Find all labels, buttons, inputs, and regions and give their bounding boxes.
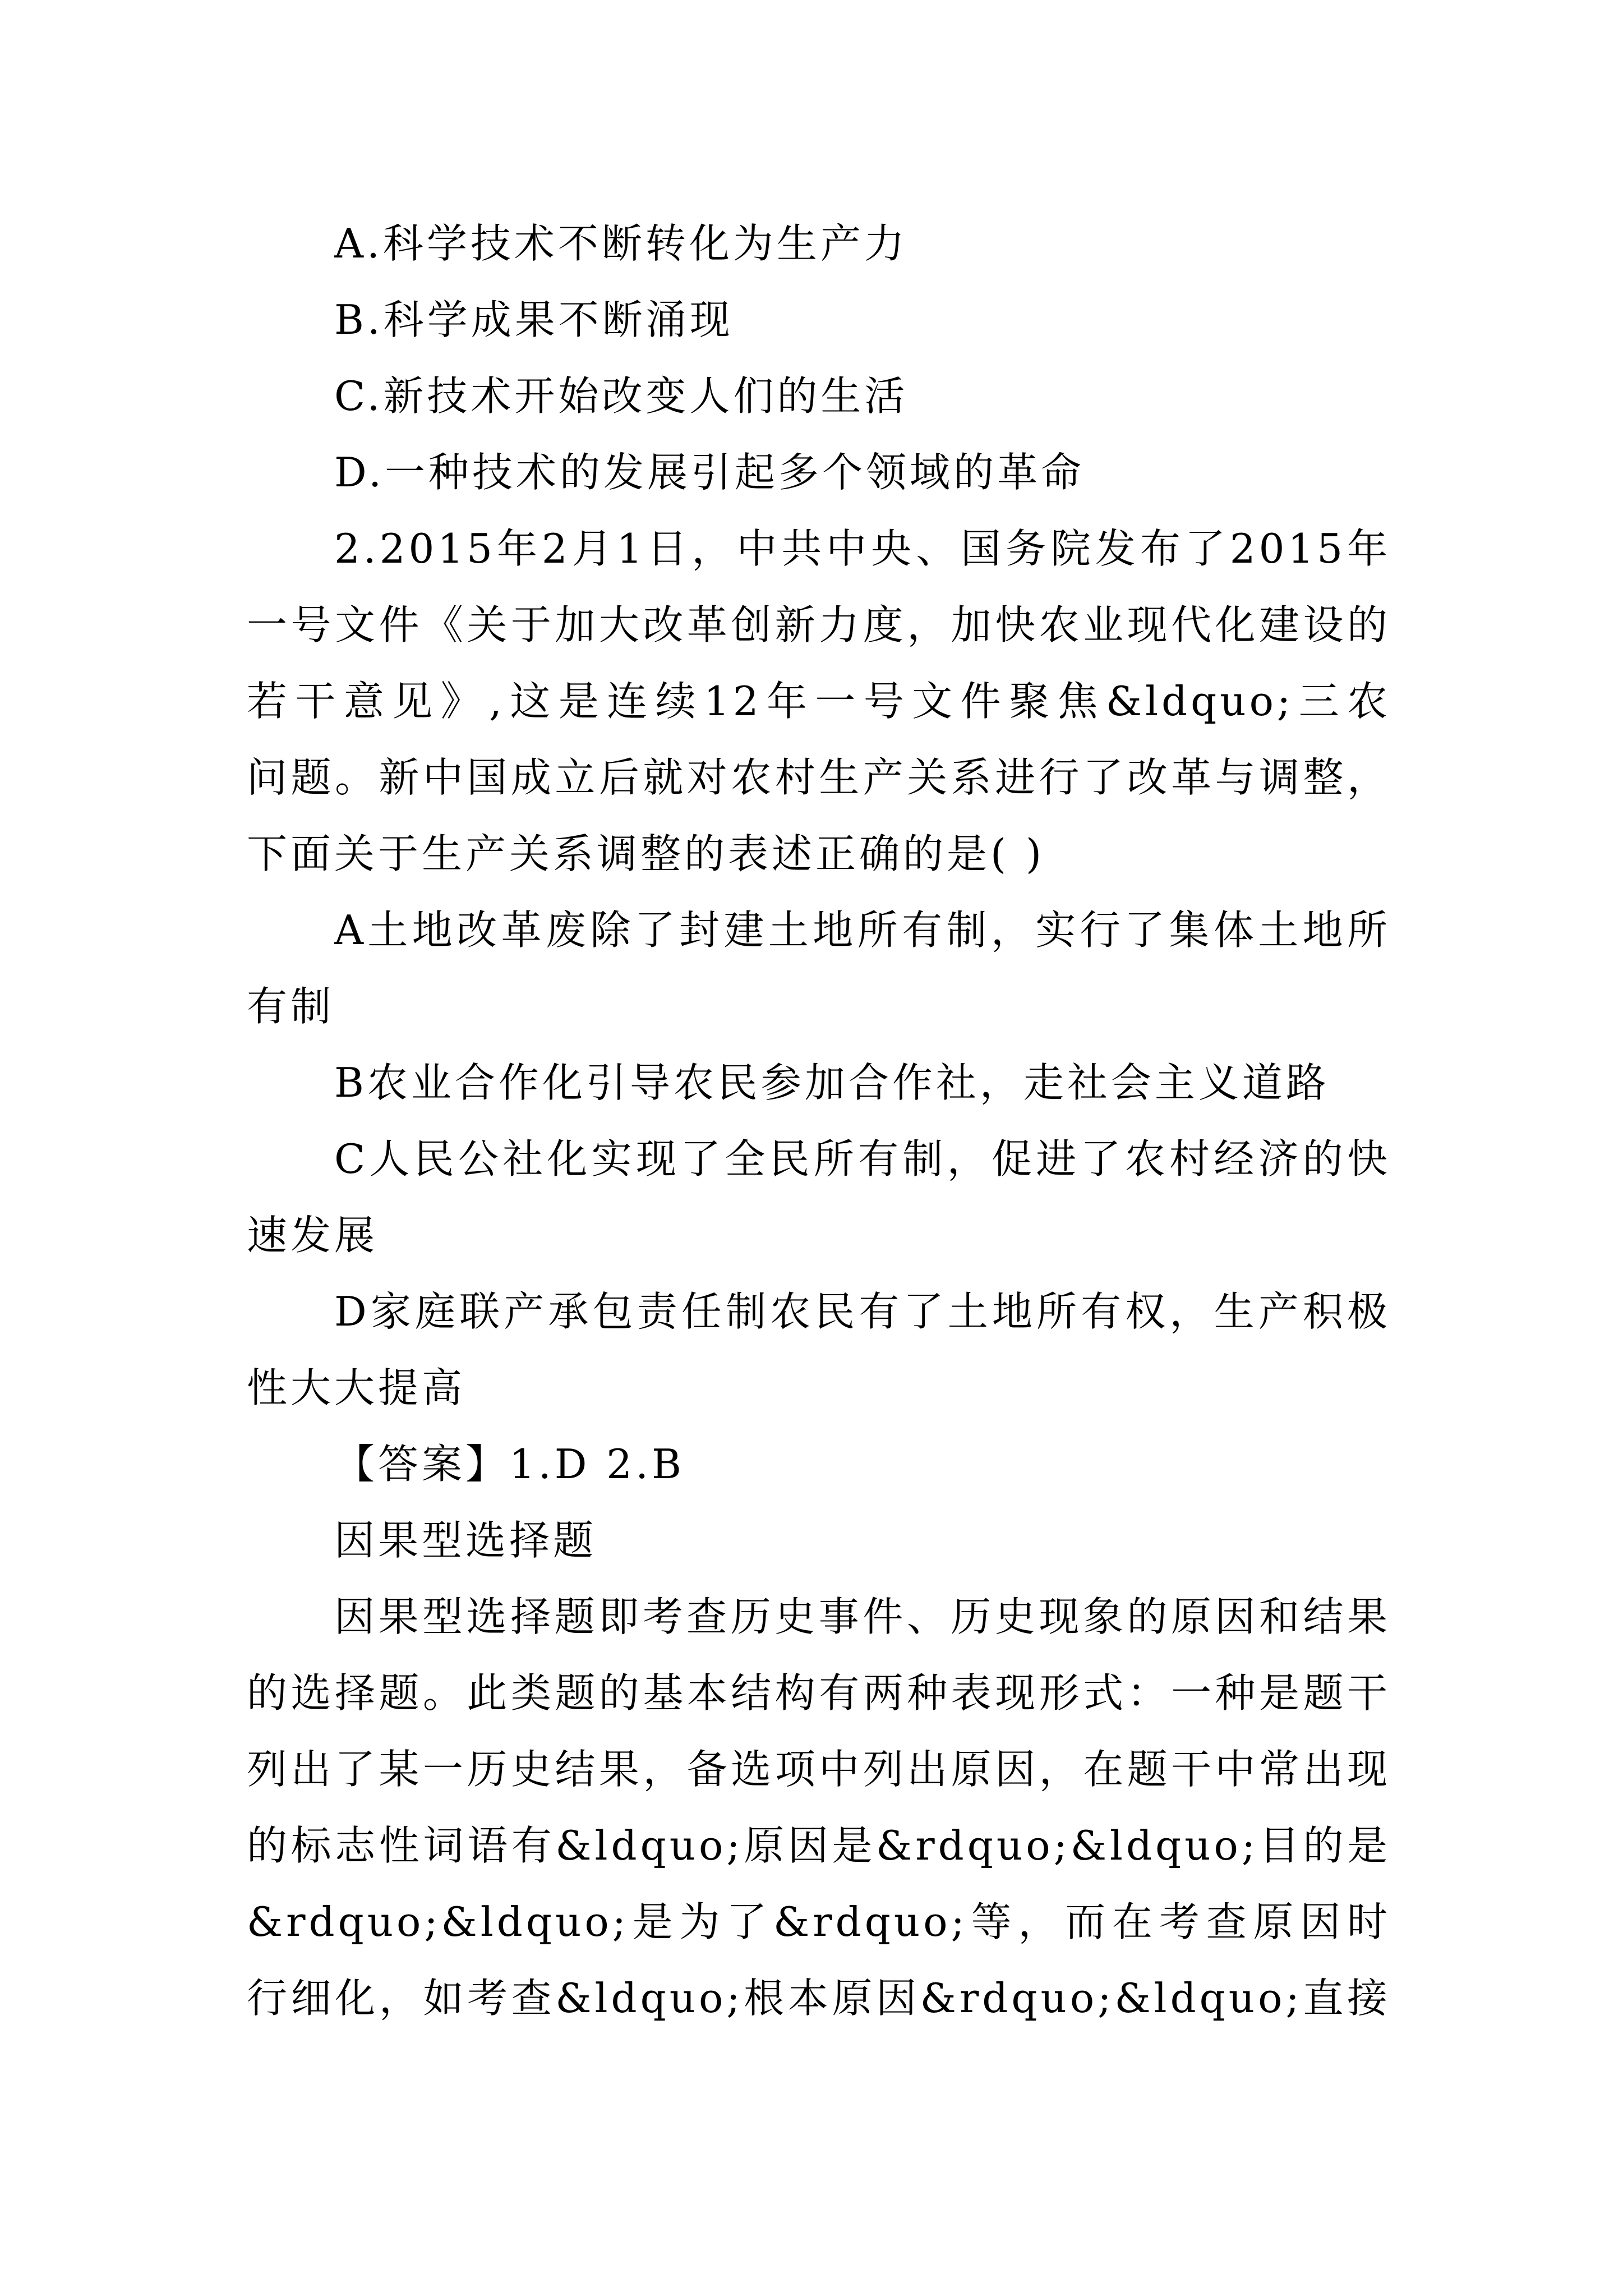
paragraph-line-2: 的选择题。此类题的基本结构有两种表现形式：一种是题干 xyxy=(247,1669,1391,1717)
section-heading: 因果型选择题 xyxy=(334,1517,597,1564)
paragraph-line-5: &rdquo;&ldquo;是为了&rdquo;等，而在考查原因时 xyxy=(247,1898,1391,1945)
option-d-line: D.一种技术的发展引起多个领域的革命 xyxy=(334,449,1085,496)
option-a-line: A.科学技术不断转化为生产力 xyxy=(334,220,908,267)
question-2-line-1: 2.2015年2月1日，中共中央、国务院发布了2015年 xyxy=(334,525,1391,572)
option-b-line: B.科学成果不断涌现 xyxy=(334,296,734,343)
paragraph-line-4: 的标志性词语有&ldquo;原因是&rdquo;&ldquo;目的是 xyxy=(247,1822,1391,1869)
q2-option-a-line-2: 有制 xyxy=(247,983,335,1030)
question-2-line-3: 若干意见》,这是连续12年一号文件聚焦&ldquo;三农 xyxy=(247,678,1391,725)
question-2-line-4: 问题。新中国成立后就对农村生产关系进行了改革与调整， xyxy=(247,754,1391,801)
q2-option-d-line-1: D家庭联产承包责任制农民有了土地所有权，生产积极 xyxy=(334,1288,1391,1335)
q2-option-a-line-1: A土地改革废除了封建土地所有制，实行了集体土地所 xyxy=(334,907,1391,954)
paragraph-line-1: 因果型选择题即考查历史事件、历史现象的原因和结果 xyxy=(334,1593,1391,1640)
q2-option-c-line-1: C人民公社化实现了全民所有制，促进了农村经济的快 xyxy=(334,1135,1391,1182)
q2-option-d-line-2: 性大大提高 xyxy=(247,1364,466,1411)
paragraph-line-3: 列出了某一历史结果，备选项中列出原因，在题干中常出现 xyxy=(247,1746,1391,1793)
q2-option-c-line-2: 速发展 xyxy=(247,1212,379,1259)
question-2-line-2: 一号文件《关于加大改革创新力度，加快农业现代化建设的 xyxy=(247,601,1391,648)
q2-option-b-line: B农业合作化引导农民参加合作社，走社会主义道路 xyxy=(334,1059,1330,1106)
question-2-line-5: 下面关于生产关系调整的表述正确的是( ) xyxy=(247,830,1045,877)
option-c-line: C.新技术开始改变人们的生活 xyxy=(334,372,909,420)
paragraph-line-6: 行细化，如考查&ldquo;根本原因&rdquo;&ldquo;直接 xyxy=(247,1975,1391,2022)
answer-line: 【答案】1.D 2.B xyxy=(334,1441,685,1488)
